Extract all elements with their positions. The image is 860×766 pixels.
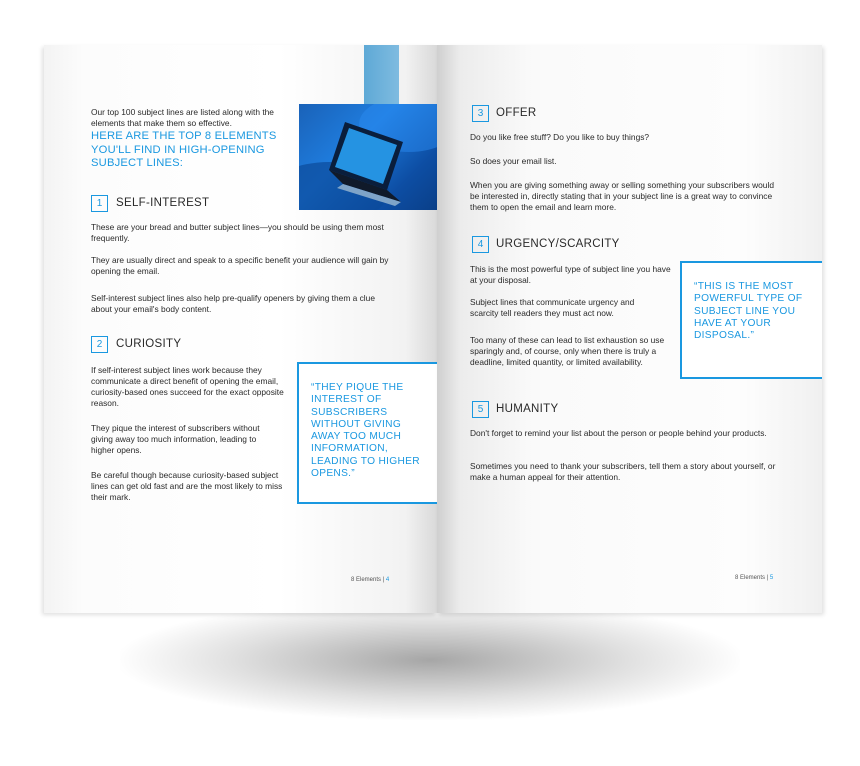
section-title-offer: OFFER [496,107,537,119]
section-title-curiosity: CURIOSITY [116,338,182,350]
paragraph: Self-interest subject lines also help pre-qualify openers by giving them a clue about your email's body content. [91,293,375,314]
footer-label: 8 Elements | [735,575,769,581]
paragraph: These are your bread and butter subject lines—you should be using them most frequently. [91,222,384,243]
paragraph: This is the most powerful type of subject line you have at your disposal. [470,264,671,285]
laptop-icon [299,104,437,210]
left-page [44,45,437,613]
section-number-3: 3 [472,105,489,122]
paragraph: Sometimes you need to thank your subscribers, tell them a story about yourself, or make a human appeal for their attention. [470,461,776,482]
pull-quote: “THEY PIQUE THE INTEREST OF SUBSCRIBERS WITHOUT GIVING AWAY TOO MUCH INFORMATION, LEADING TO HIGHER OPENS.” [297,362,437,504]
section-title-self-interest: SELF-INTEREST [116,197,210,209]
page-footer [735,575,773,581]
paragraph: Be careful though because curiosity-based subject lines can get old fast and are the most likely to miss their mark. [91,470,283,502]
right-page [437,45,822,613]
footer-label: 8 Elements | [351,577,385,583]
paragraph: Subject lines that communicate urgency and scarcity tell readers they must act now. [470,297,635,318]
section-title-urgency-scarcity: URGENCY/SCARCITY [496,238,620,250]
paragraph: They are usually direct and speak to a specific benefit your audience will gain by opening the email. [91,255,389,276]
page-number: 4 [385,577,390,583]
paragraph: They pique the interest of subscribers without giving away too much information, leading to higher opens. [91,423,260,455]
pull-quote: “THIS IS THE MOST POWERFUL TYPE OF SUBJECT LINE YOU HAVE AT YOUR DISPOSAL.” [680,261,822,379]
paragraph: Do you like free stuff? Do you like to buy things? [470,132,650,142]
laptop-photo [299,104,437,210]
lead-heading: HERE ARE THE TOP 8 ELEMENTS YOU'LL FIND IN HIGH-OPENING SUBJECT LINES: [91,130,277,169]
paragraph: Don't forget to remind your list about the person or people behind your products. [470,428,767,438]
page-footer [351,577,389,583]
paragraph: When you are giving something away or selling something your subscribers would be interested in, directly stating that in your subject line is a great way to convince them to open the email and learn more. [470,180,774,212]
section-number-2: 2 [91,336,108,353]
intro-text: Our top 100 subject lines are listed along with the elements that make them so effective. [91,107,274,128]
page-number: 5 [769,575,774,581]
paragraph: So does your email list. [470,156,557,166]
paragraph: Too many of these can lead to list exhaustion so use sparingly and, of course, only when there is truly a deadline, limited quantity, or limited availability. [470,335,665,367]
paragraph: If self-interest subject lines work because they communicate a direct benefit of opening the email, curiosity-based ones succeed for the exact opposite reason. [91,365,284,408]
section-number-1: 1 [91,195,108,212]
section-number-4: 4 [472,236,489,253]
section-number-5: 5 [472,401,489,418]
section-title-humanity: HUMANITY [496,403,559,415]
book-shadow [120,600,740,720]
